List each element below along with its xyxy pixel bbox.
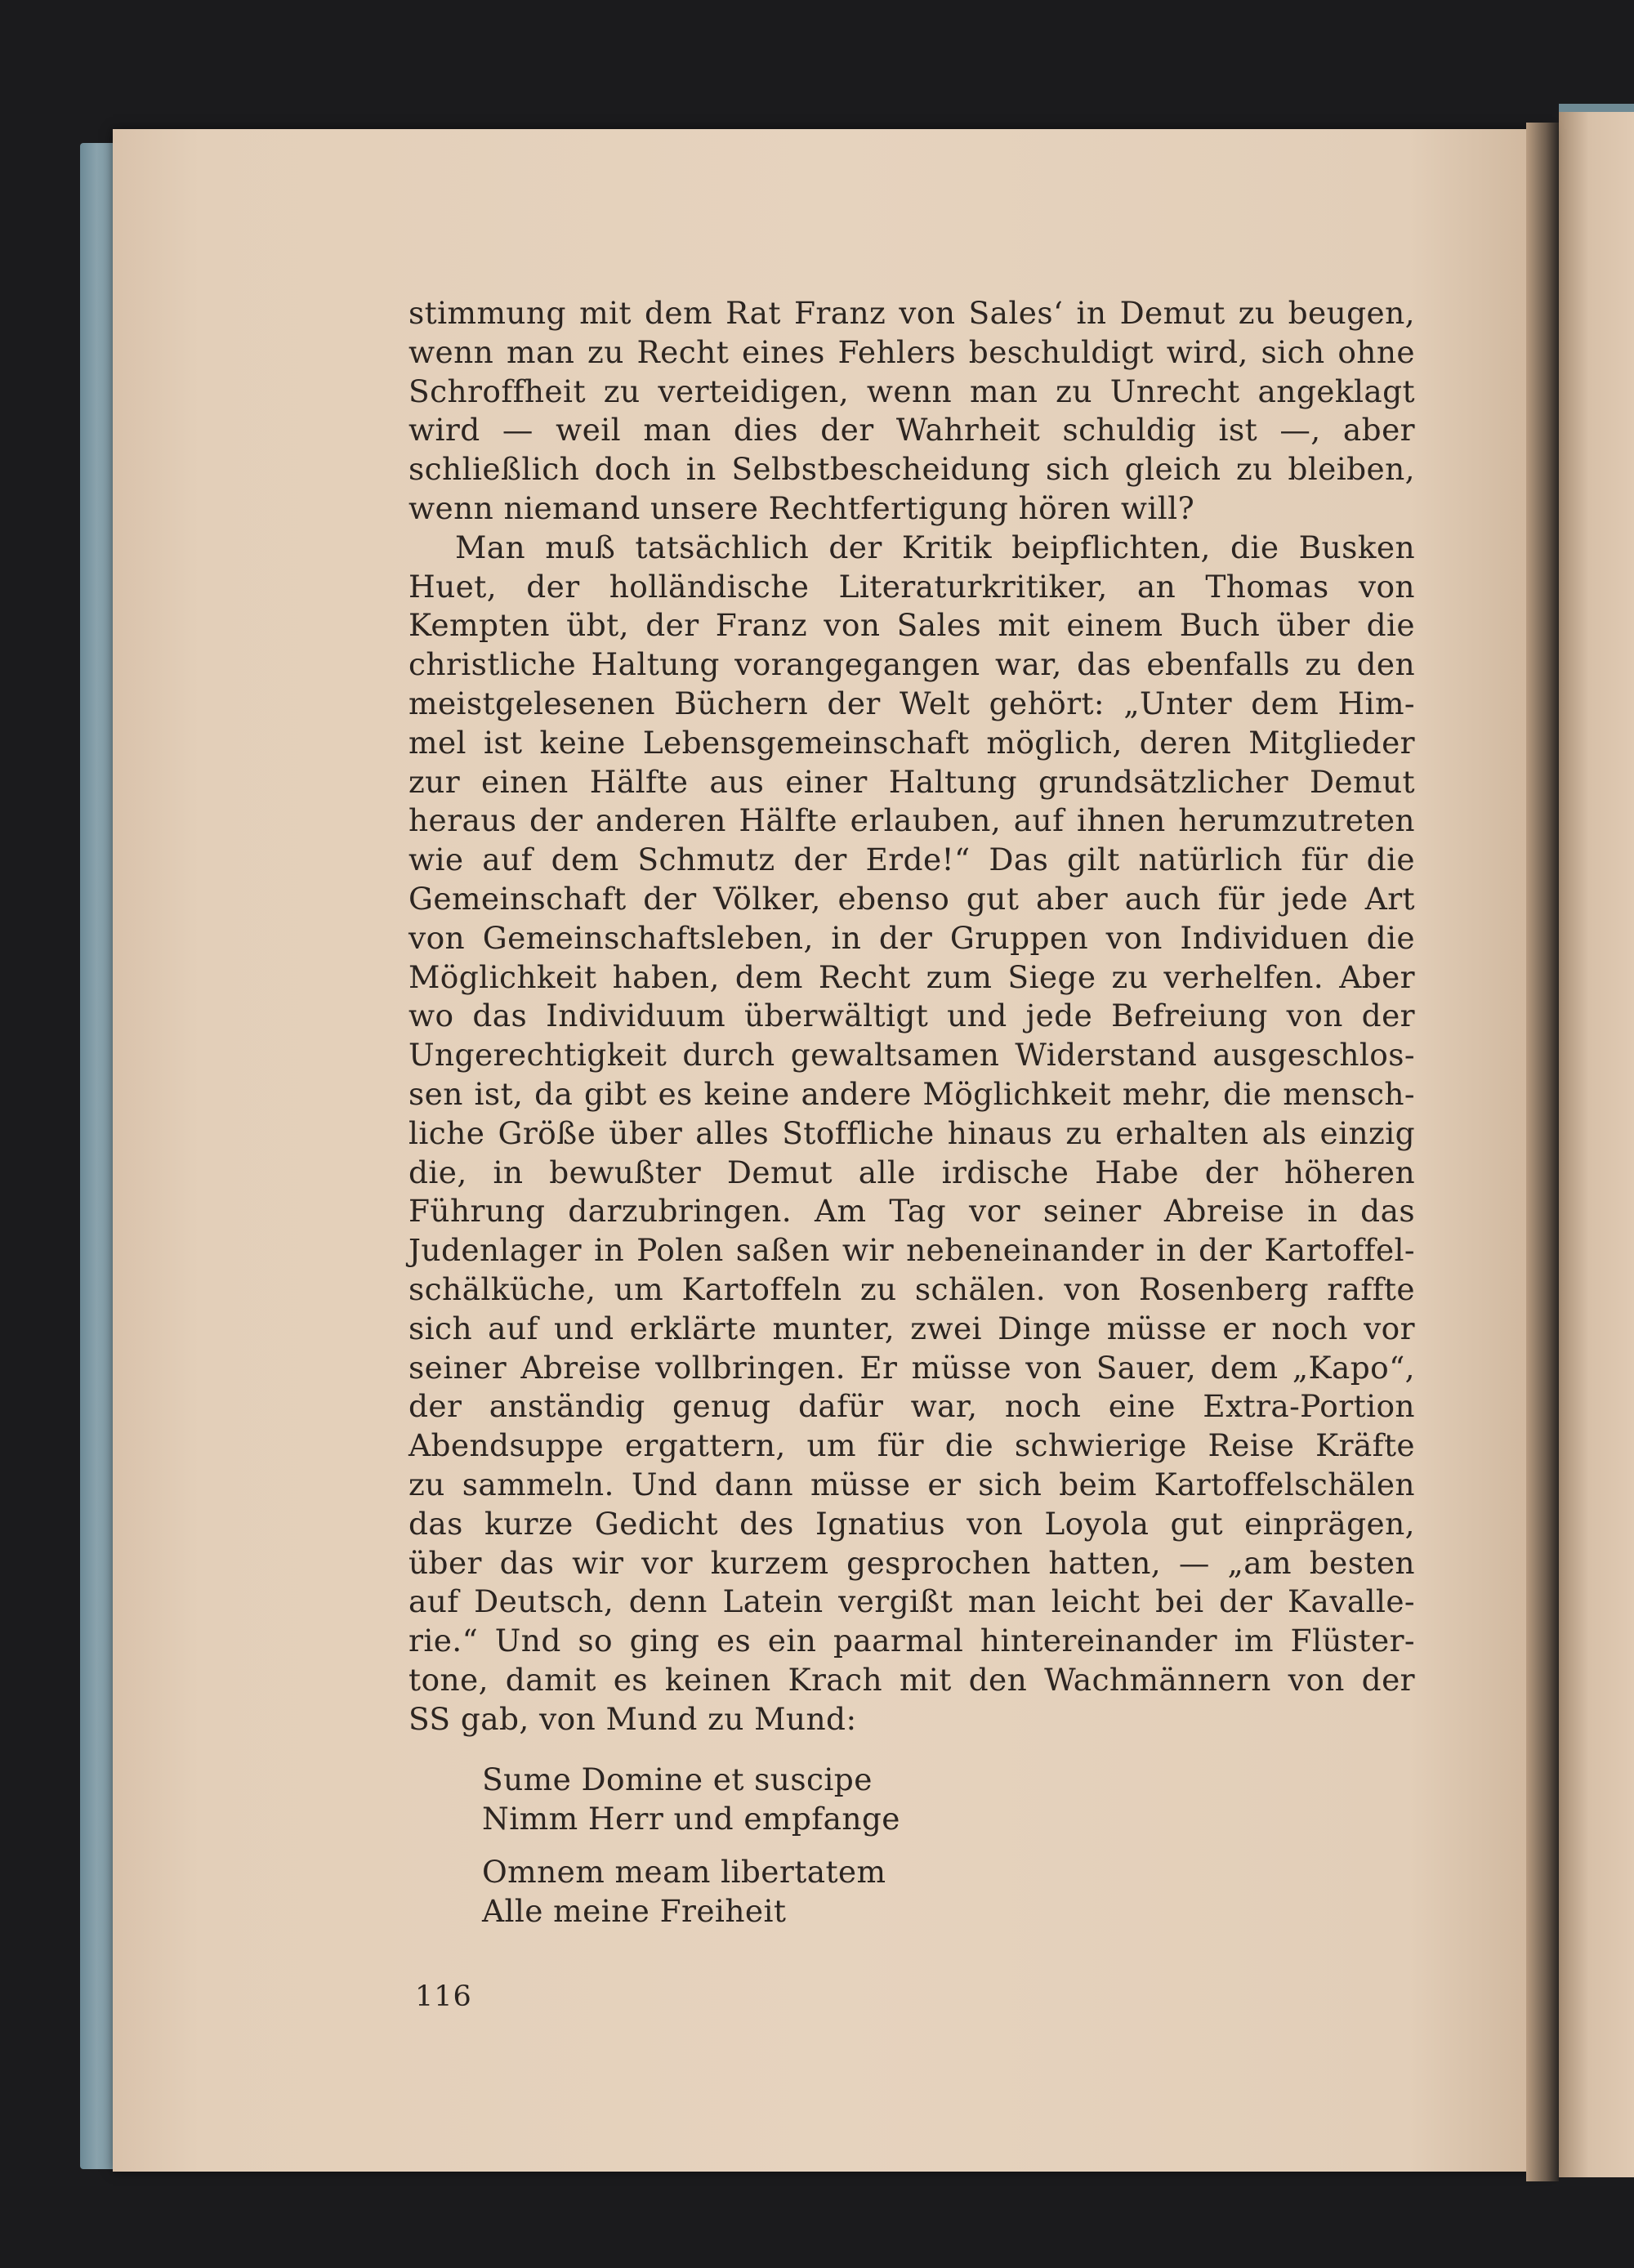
- text-line: auf Deutsch, denn Latein vergißt man leicht bei der Kavalle-: [408, 1583, 1415, 1620]
- facing-page-edge: [1559, 110, 1634, 2177]
- text-line: heraus der anderen Hälfte erlauben, auf ihnen herumzutreten: [408, 802, 1415, 839]
- text-line: Abendsuppe ergattern, um für die schwierige Reise Kräfte: [408, 1427, 1415, 1464]
- text-line: die, in bewußter Demut alle irdische Habe der höheren: [408, 1154, 1415, 1190]
- text-line: Ungerechtigkeit durch gewaltsamen Widerstand ausgeschlos-: [408, 1037, 1415, 1074]
- paragraph-1: [408, 294, 1415, 529]
- text-line: Judenlager in Polen saßen wir nebeneinander in der Kartoffel-: [408, 1232, 1415, 1269]
- text-line: Führung darzubringen. Am Tag vor seiner Abreise in das: [408, 1193, 1415, 1230]
- text-line: Gemeinschaft der Völker, ebenso gut aber auch für jede Art: [408, 880, 1415, 917]
- text-line: SS gab, von Mund zu Mund:: [408, 1700, 857, 1737]
- text-line: sich auf und erklärte munter, zwei Dinge müsse er noch vor: [408, 1310, 1415, 1346]
- text-line: zur einen Hälfte aus einer Haltung grundsätzlicher Demut: [408, 763, 1415, 800]
- text-line: wenn man zu Recht eines Fehlers beschuldigt wird, sich ohne: [408, 333, 1415, 370]
- text-line: schälküche, um Kartoffeln zu schälen. von Rosenberg raffte: [408, 1270, 1415, 1307]
- page-number: 116: [415, 1980, 472, 2013]
- book-gutter: [1526, 123, 1559, 2181]
- text-line: Kempten übt, der Franz von Sales mit einem Buch über die: [408, 607, 1415, 644]
- text-line: christliche Haltung vorangegangen war, das ebenfalls zu den: [408, 646, 1415, 683]
- text-line: liche Größe über alles Stoffliche hinaus zu erhalten als einzig: [408, 1114, 1415, 1151]
- text-line: von Gemeinschaftsleben, in der Gruppen von Individuen die: [408, 919, 1415, 956]
- text-line: Huet, der holländische Literaturkritiker, an Thomas von: [408, 568, 1415, 605]
- verse-line: Alle meine Freiheit: [482, 1892, 787, 1929]
- text-line: der anständig genug dafür war, noch eine Extra-Portion: [408, 1388, 1415, 1425]
- verse-stanza-1: [482, 1761, 1136, 1839]
- verse-line: Sume Domine et suscipe: [482, 1761, 873, 1797]
- text-line: über das wir vor kurzem gesprochen hatten, — „am besten: [408, 1544, 1415, 1581]
- text-line: das kurze Gedicht des Ignatius von Loyola gut einprägen,: [408, 1505, 1415, 1542]
- text-line: tone, damit es keinen Krach mit den Wachmännern von der: [408, 1661, 1415, 1698]
- text-line: rie.“ Und so ging es ein paarmal hintereinander im Flüster-: [408, 1623, 1415, 1659]
- text-line: wenn niemand unsere Rechtfertigung hören will?: [408, 489, 1195, 526]
- verse-line: Nimm Herr und empfange: [482, 1800, 900, 1837]
- text-line: mel ist keine Lebensgemeinschaft möglich, deren Mitglieder: [408, 724, 1415, 761]
- text-line: Man muß tatsächlich der Kritik beipflichten, die Busken: [455, 529, 1415, 565]
- text-line: meistgelesenen Büchern der Welt gehört: „Unter dem Him-: [408, 685, 1415, 721]
- text-line: seiner Abreise vollbringen. Er müsse von Sauer, dem „Kapo“,: [408, 1349, 1415, 1386]
- text-line: wird — weil man dies der Wahrheit schuldig ist —, aber: [408, 412, 1415, 449]
- text-line: wo das Individuum überwältigt und jede Befreiung von der: [408, 998, 1415, 1034]
- text-line: stimmung mit dem Rat Franz von Sales‘ in Demut zu beugen,: [408, 295, 1415, 331]
- paragraph-2: [408, 529, 1415, 1739]
- text-line: schließlich doch in Selbstbescheidung sich gleich zu bleiben,: [408, 451, 1415, 488]
- text-line: zu sammeln. Und dann müsse er sich beim Kartoffelschälen: [408, 1466, 1415, 1502]
- verse-stanza-2: [482, 1853, 1136, 1931]
- body-text: [408, 294, 1415, 1739]
- text-line: sen ist, da gibt es keine andere Möglichkeit mehr, die mensch-: [408, 1075, 1415, 1112]
- text-line: wie auf dem Schmutz der Erde!“ Das gilt natürlich für die: [408, 842, 1415, 878]
- verse-line: Omnem meam libertatem: [482, 1854, 886, 1890]
- text-line: Schroffheit zu verteidigen, wenn man zu Unrecht angeklagt: [408, 373, 1415, 409]
- text-line: Möglichkeit haben, dem Recht zum Siege zu verhelfen. Aber: [408, 958, 1415, 995]
